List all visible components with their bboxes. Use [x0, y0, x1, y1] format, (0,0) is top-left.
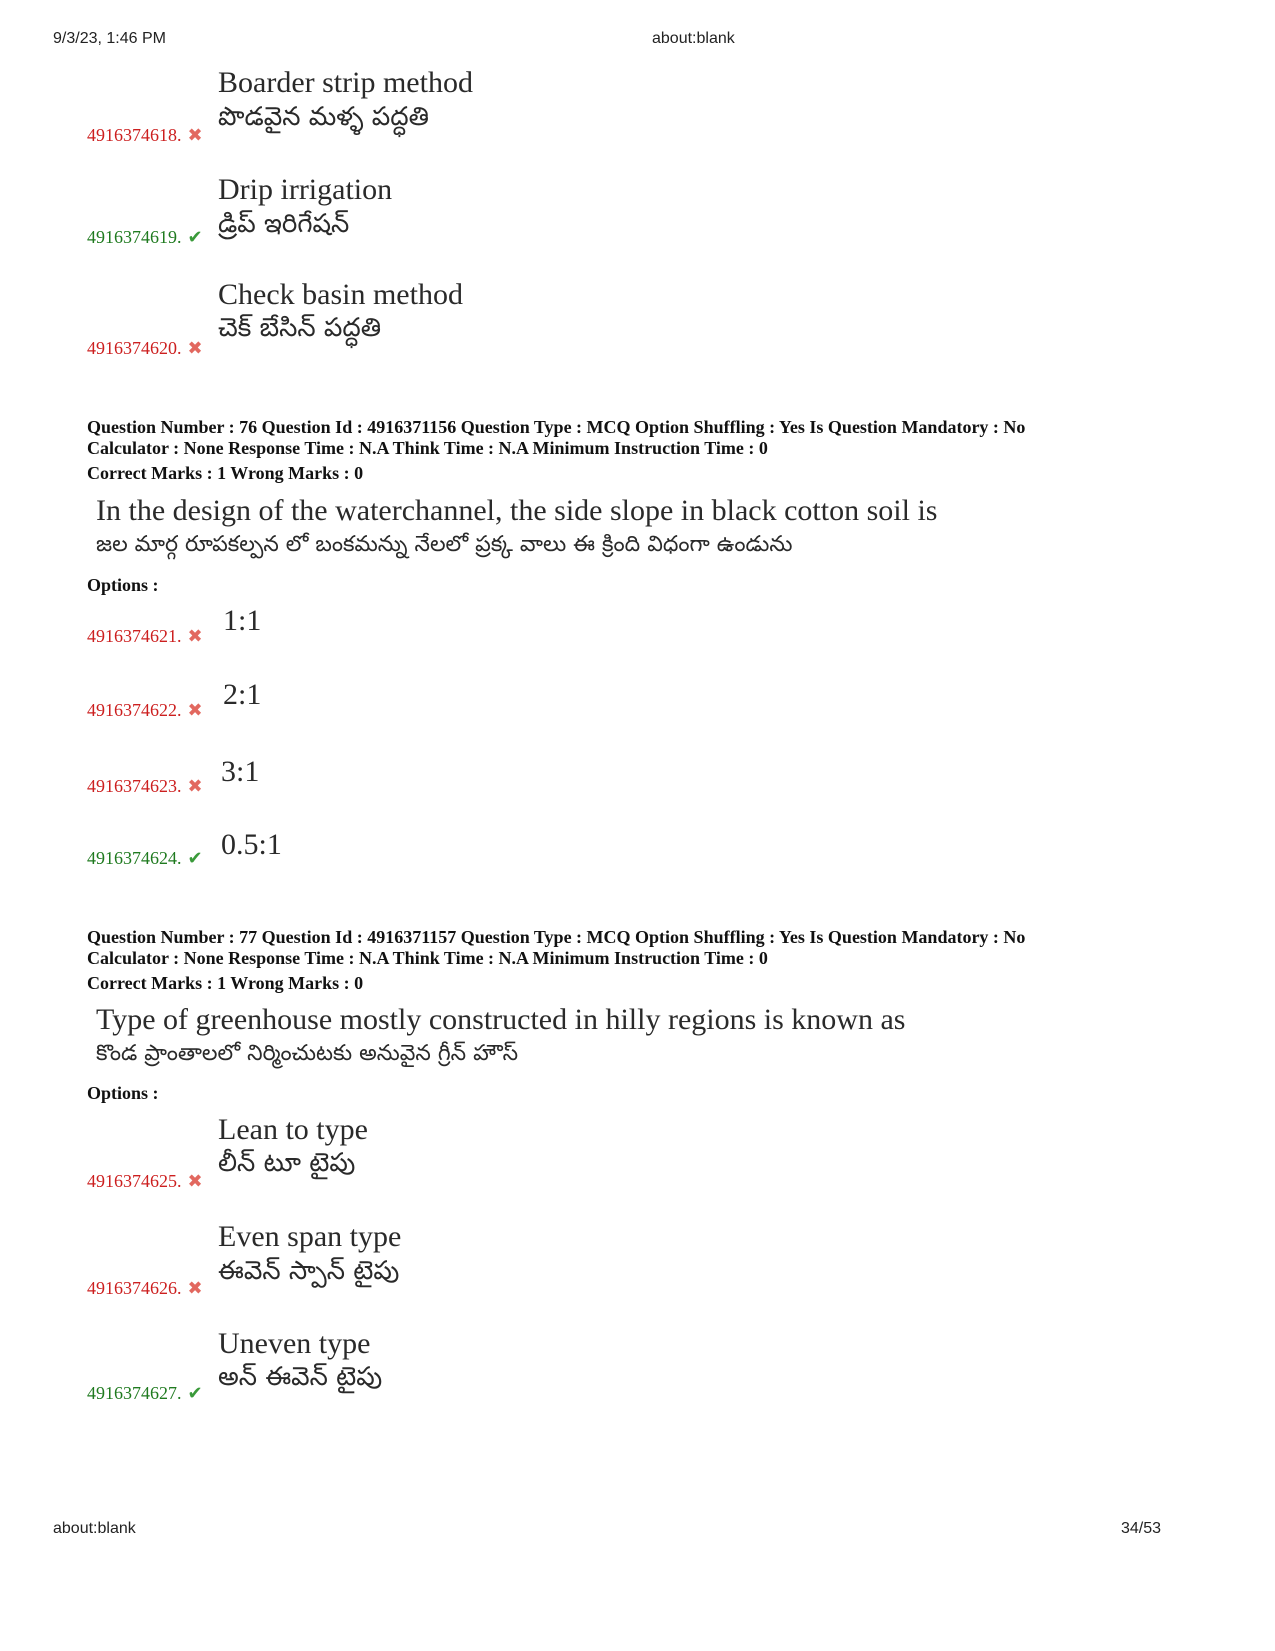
correct-icon: ✔ — [187, 848, 203, 868]
option-text-en: Uneven type — [218, 1327, 371, 1360]
option-text-te: చెక్ బేసిన్ పద్ధతి — [218, 313, 382, 343]
question-meta: Question Number : 77 Question Id : 4916371157 Question Type : MCQ Option Shuffling : Yes Is Question Mandatory : No — [87, 927, 1026, 947]
option-text-te: డ్రిప్ ఇరిగేషన్ — [218, 209, 350, 239]
question-text-te: కొండ ప్రాంతాలలో నిర్మించుటకు అనువైన గ్రీన్ హౌస్ — [96, 1041, 519, 1066]
correct-icon: ✔ — [187, 1383, 203, 1403]
wrong-icon: ✖ — [187, 338, 203, 358]
option-text-te: అన్ ఈవెన్ టైపు — [218, 1362, 383, 1392]
print-page-number: 34/53 — [1121, 1520, 1162, 1537]
option-text-en: Check basin method — [218, 278, 463, 311]
option-row — [87, 626, 203, 647]
option-text: 2:1 — [223, 678, 262, 711]
option-row — [87, 776, 203, 797]
option-text-en: Drip irrigation — [218, 173, 393, 206]
option-row — [87, 125, 203, 146]
option-id: 4916374625. — [87, 1171, 182, 1191]
question-meta: Question Number : 76 Question Id : 4916371156 Question Type : MCQ Option Shuffling : Yes Is Question Mandatory : No — [87, 417, 1026, 437]
question-meta: Calculator : None Response Time : N.A Think Time : N.A Minimum Instruction Time : 0 — [87, 438, 768, 458]
option-id: 4916374622. — [87, 700, 182, 720]
option-id: 4916374620. — [87, 338, 182, 358]
option-text: 1:1 — [223, 604, 262, 637]
option-text: 3:1 — [221, 755, 260, 788]
option-id: 4916374626. — [87, 1278, 182, 1298]
wrong-icon: ✖ — [187, 1278, 203, 1298]
option-row — [87, 1171, 203, 1192]
print-datetime: 9/3/23, 1:46 PM — [53, 30, 166, 47]
wrong-icon: ✖ — [187, 1171, 203, 1191]
options-label: Options : — [87, 1083, 159, 1103]
wrong-icon: ✖ — [187, 626, 203, 646]
wrong-icon: ✖ — [187, 776, 203, 796]
options-label: Options : — [87, 575, 159, 595]
option-text-en: Even span type — [218, 1220, 402, 1253]
option-text-en: Boarder strip method — [218, 66, 473, 99]
option-id: 4916374624. — [87, 848, 182, 868]
wrong-icon: ✖ — [187, 700, 203, 720]
option-id: 4916374618. — [87, 125, 182, 145]
question-text-te: జల మార్గ రూపకల్పన లో బంకమన్ను నేలలో ప్రక్క వాలు ఈ క్రింది విధంగా ఉండును — [96, 532, 793, 557]
question-marks: Correct Marks : 1 Wrong Marks : 0 — [87, 463, 364, 483]
option-row — [87, 338, 203, 359]
option-id: 4916374627. — [87, 1383, 182, 1403]
option-id: 4916374619. — [87, 227, 182, 247]
question-marks: Correct Marks : 1 Wrong Marks : 0 — [87, 973, 364, 993]
option-text-te: పొడవైన మళ్ళ పద్ధతి — [218, 102, 429, 132]
wrong-icon: ✖ — [187, 125, 203, 145]
option-row — [87, 227, 203, 248]
option-text-en: Lean to type — [218, 1113, 368, 1146]
option-id: 4916374621. — [87, 626, 182, 646]
question-meta: Calculator : None Response Time : N.A Think Time : N.A Minimum Instruction Time : 0 — [87, 948, 768, 968]
option-row — [87, 1383, 203, 1404]
print-title: about:blank — [652, 30, 735, 47]
option-text-te: లీన్ టూ టైపు — [218, 1148, 356, 1178]
print-footer-url: about:blank — [53, 1520, 136, 1537]
question-text-en: Type of greenhouse mostly constructed in hilly regions is known as — [96, 1003, 906, 1036]
option-id: 4916374623. — [87, 776, 182, 796]
option-text: 0.5:1 — [221, 828, 282, 861]
question-text-en: In the design of the waterchannel, the side slope in black cotton soil is — [96, 494, 938, 527]
option-row — [87, 700, 203, 721]
option-text-te: ఈవెన్ స్పాన్ టైపు — [218, 1256, 400, 1286]
option-row — [87, 848, 203, 869]
option-row — [87, 1278, 203, 1299]
correct-icon: ✔ — [187, 227, 203, 247]
